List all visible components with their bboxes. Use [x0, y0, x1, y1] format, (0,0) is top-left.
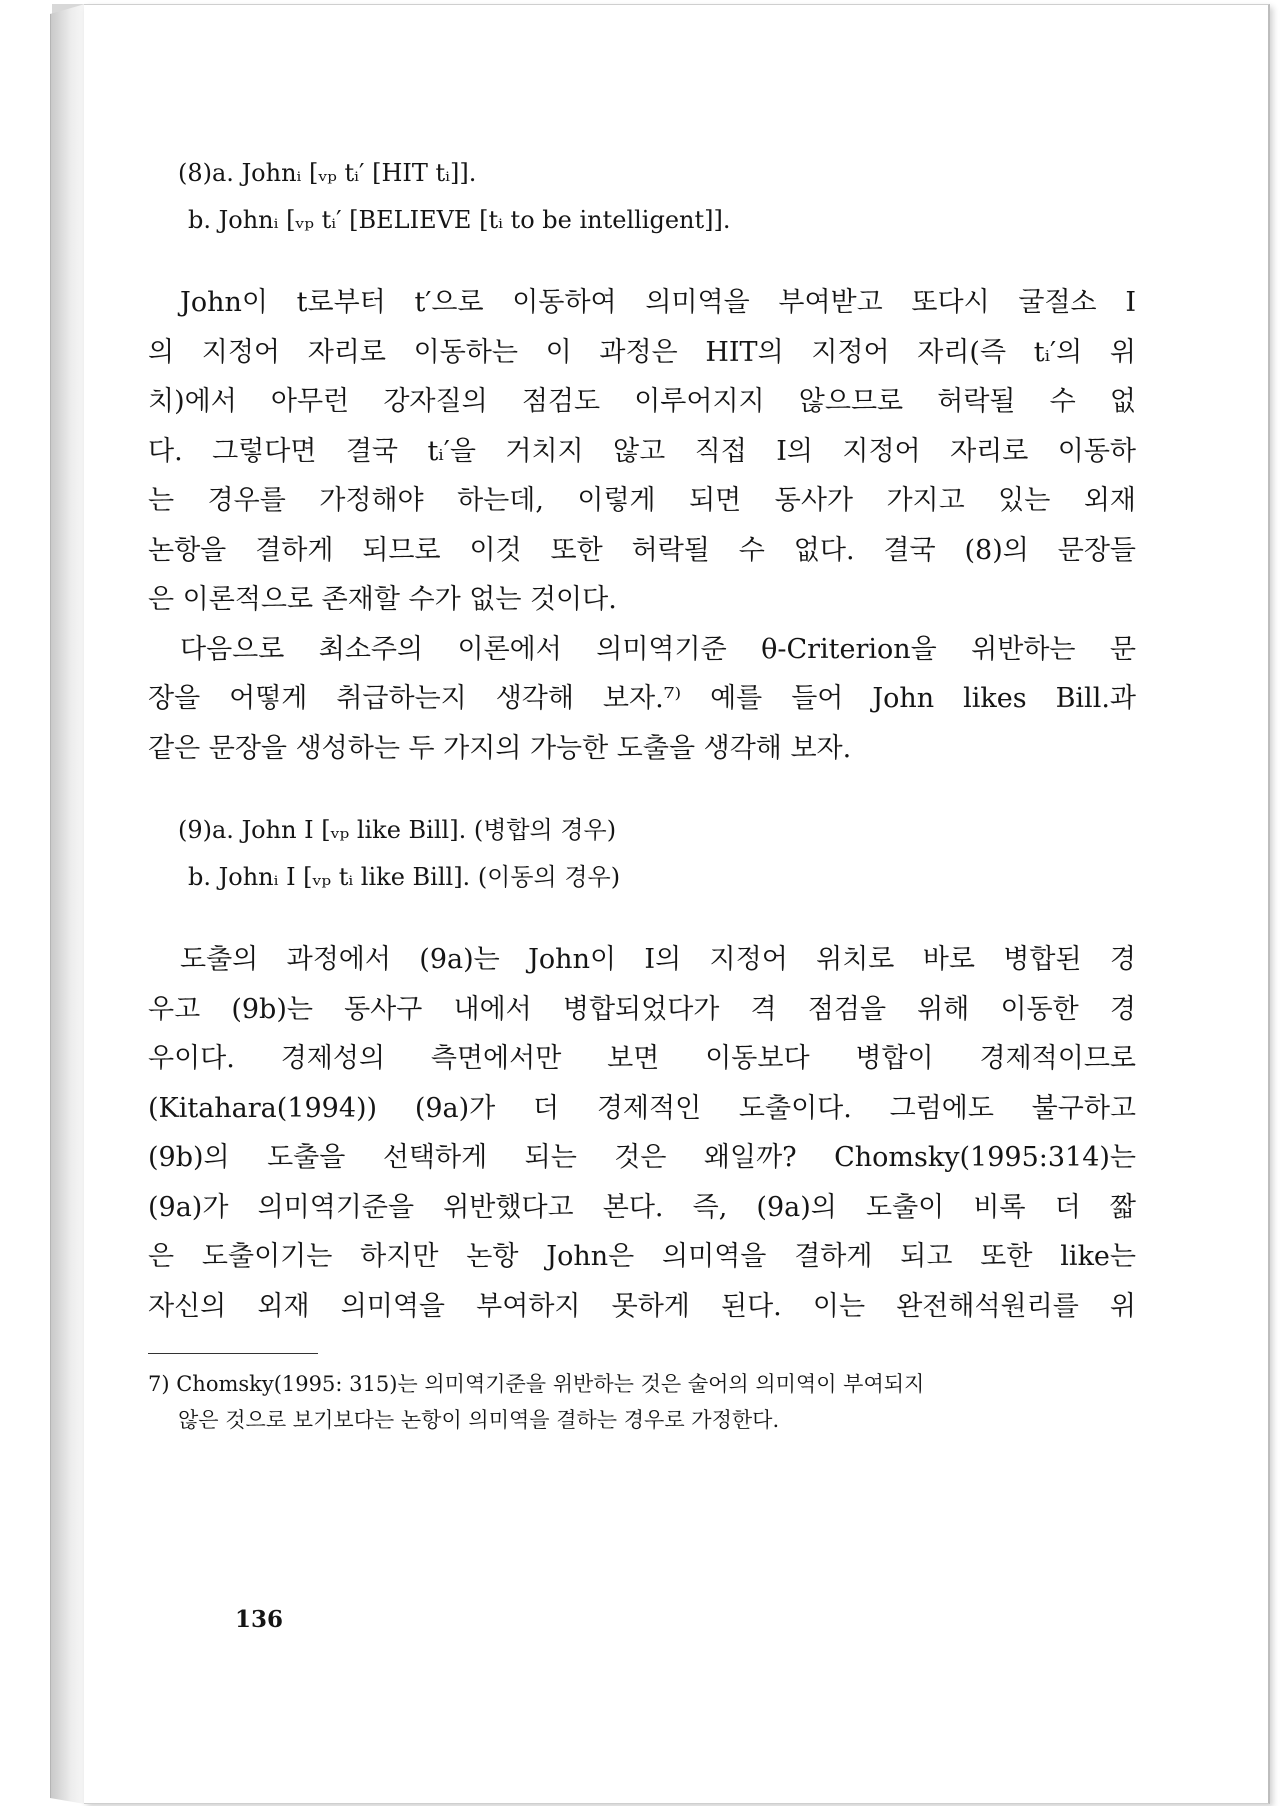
text-line: 장을 어떻게 취급하는지 생각해 보자.⁷⁾ 예를 들어 John likes Bill.과	[148, 683, 1136, 714]
text-line: 우고 (9b)는 동사구 내에서 병합되었다가 격 점검을 위해 이동한 경	[148, 993, 1136, 1025]
text-line: John이 t로부터 t′으로 이동하여 의미역을 부여받고 또다시 굴절소 I	[180, 287, 1136, 318]
paragraph-2	[148, 625, 1136, 774]
page-number: 136	[235, 1606, 284, 1633]
book-spine-edge	[50, 4, 85, 1804]
text-line: 는 경우를 가정해야 하는데, 이렇게 되면 동사가 가지고 있는 외재	[148, 485, 1136, 516]
text-line: 은 이론적으로 존재할 수가 없는 것이다.	[148, 584, 617, 615]
text-line: 은 도출이기는 하지만 논항 John은 의미역을 결하게 되고 또한 like는	[148, 1241, 1136, 1272]
footnote-divider	[148, 1353, 318, 1354]
text-line: (Kitahara(1994)) (9a)가 더 경제적인 도출이다. 그럼에도 불구하고	[148, 1092, 1136, 1124]
text-line: 논항을 결하게 되므로 이것 또한 허락될 수 없다. 결국 (8)의 문장들	[148, 534, 1136, 566]
example-9b: b. Johnᵢ I [ᵥₚ tᵢ like Bill]. (이동의 경우)	[188, 863, 621, 891]
paragraph-1	[148, 278, 1136, 625]
text-line: 자신의 외재 의미역을 부여하지 못하게 된다. 이는 완전해석원리를 위	[148, 1290, 1136, 1322]
text-line: 우이다. 경제성의 측면에서만 보면 이동보다 병합이 경제적이므로	[148, 1043, 1136, 1074]
text-line: 다음으로 최소주의 이론에서 의미역기준 θ-Criterion을 위반하는 문	[180, 633, 1136, 665]
text-line: 치)에서 아무런 강자질의 점검도 이루어지지 않으므로 허락될 수 없	[148, 386, 1136, 417]
text-line: 같은 문장을 생성하는 두 가지의 가능한 도출을 생각해 보자.	[148, 732, 852, 764]
example-8a: (8)a. Johnᵢ [ᵥₚ tᵢ′ [HIT tᵢ]].	[178, 159, 477, 187]
example-8	[148, 150, 1136, 244]
example-8b: b. Johnᵢ [ᵥₚ tᵢ′ [BELIEVE [tᵢ to be intelligent]].	[188, 206, 731, 234]
text-line: 의 지정어 자리로 이동하는 이 과정은 HIT의 지정어 자리(즉 tᵢ′의 위	[148, 336, 1136, 368]
text-line: 도출의 과정에서 (9a)는 John이 I의 지정어 위치로 바로 병합된 경	[180, 944, 1136, 975]
example-9a: (9)a. John I [ᵥₚ like Bill]. (병합의 경우)	[178, 816, 617, 844]
footnote	[148, 1366, 1136, 1438]
paragraph-3	[148, 935, 1136, 1331]
example-9	[148, 807, 1136, 901]
footnote-line: 7) Chomsky(1995: 315)는 의미역기준을 위반하는 것은 술어의 의미역이 부여되지	[148, 1372, 925, 1396]
footnote-line: 않은 것으로 보기보다는 논항이 의미역을 결하는 경우로 가정한다.	[178, 1408, 780, 1432]
text-line: (9b)의 도출을 선택하게 되는 것은 왜일까? Chomsky(1995:314)는	[148, 1142, 1136, 1173]
text-line: (9a)가 의미역기준을 위반했다고 본다. 즉, (9a)의 도출이 비록 더 짧	[148, 1191, 1136, 1223]
text-line: 다. 그렇다면 결국 tᵢ′을 거치지 않고 직접 I의 지정어 자리로 이동하	[148, 435, 1136, 467]
page-content	[148, 150, 1136, 1438]
